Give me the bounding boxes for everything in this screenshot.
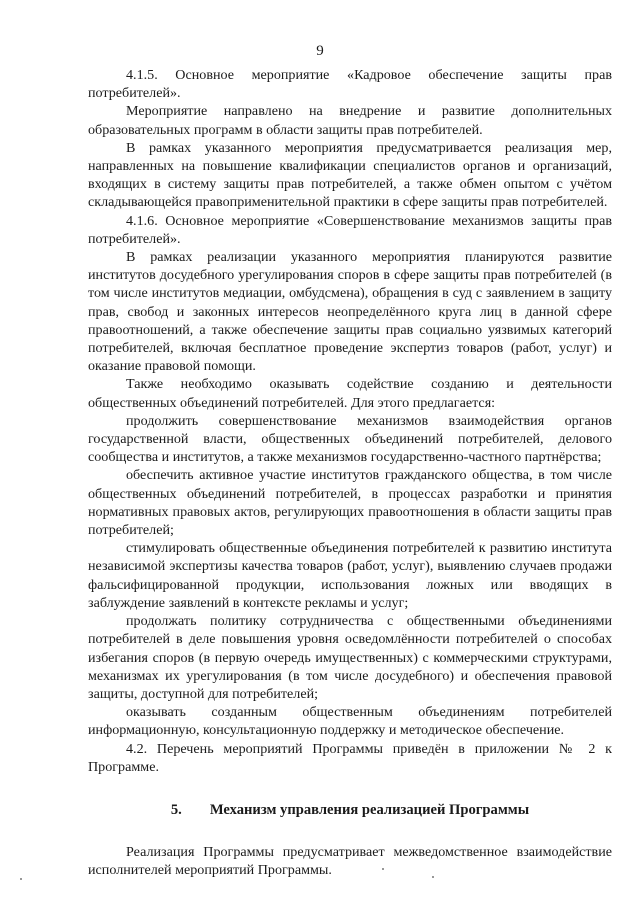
paragraph-4-1-5: 4.1.5. Основное мероприятие «Кадровое обеспечение защиты прав потребителей». [88,67,612,102]
paragraph-qualification: В рамках указанного мероприятия предусматривается реализация мер, направленных на повышение квалификации специалистов органов и организаций, входящих в систему защиты прав потребителей, а также обмен опытом с учётом складывающейся правоприменительной практики в сфере защиты прав потребителей. [88,139,612,211]
page-number: 9 [316,43,324,59]
scan-speck [382,868,384,870]
paragraph-goal: Мероприятие направлено на внедрение и развитие дополнительных образовательных программ в области защиты прав потребителей. [88,103,612,138]
scan-speck [432,876,434,878]
paragraph-closing: Реализация Программы предусматривает межведомственное взаимодействие исполнителей мероприятий Программы. [88,843,612,879]
paragraph-pretrial-institutes: В рамках реализации указанного мероприятия планируются развитие институтов досудебного урегулирования споров в сфере защиты прав потребителей (в том числе институтов медиации, омбудсмена), обращения в суд с заявлением в защиту прав, свобод и законных интересов неопределённого круга лиц в данной сфере правоотношений, а также обеспечение защиты прав социально уязвимых категорий потребителей, включая бесплатное проведение экспертиз товаров (работ, услуг) и оказание правовой помощи. [88,249,612,375]
paragraph-public-associations: Также необходимо оказывать содействие созданию и деятельности общественных объединений потребителей. Для этого предлагается: [88,376,612,411]
list-item-support: оказывать созданным общественным объединениям потребителей информационную, консультационную поддержку и методическое обеспечение. [88,704,612,739]
paragraph-4-2: 4.2. Перечень мероприятий Программы приведён в приложении № 2 к Программе. [88,740,612,775]
list-item-interaction: продолжить совершенствование механизмов взаимодействия органов государственной власти, общественных объединений потребителей, делового сообщества и институтов, а также механизмов государственно-частного партнёрства; [88,412,612,466]
list-item-expertise: стимулировать общественные объединения потребителей к развитию института независимой экспертизы качества товаров (работ, услуг), выявлению случаев продажи фальсифицированной продукции, использования ложных или вводящих в заблуждение заявлений в контексте рекламы и услуг; [88,540,612,611]
section-title: Механизм управления реализацией Программы [209,801,530,818]
paragraph-4-1-6: 4.1.6. Основное мероприятие «Совершенствование механизмов защиты прав потребителей». [88,212,612,247]
section-heading [88,801,612,819]
document-body [88,66,612,879]
section-number: 5. [170,801,182,818]
list-item-participation: обеспечить активное участие институтов гражданского общества, в том числе общественных объединений потребителей, в процессах разработки и принятия нормативных правовых актов, регулирующих правоотношения в области защиты прав потребителей; [88,467,612,539]
scan-speck [20,878,22,880]
list-item-cooperation: продолжать политику сотрудничества с общественными объединениями потребителей в деле повышения уровня осведомлённости потребителей о способах избегания споров (в первую очередь имущественных) с коммерческими структурами, механизмах их урегулирования (в том числе досудебного) и обеспечения правовой защиты, доступной для потребителей; [88,613,612,702]
